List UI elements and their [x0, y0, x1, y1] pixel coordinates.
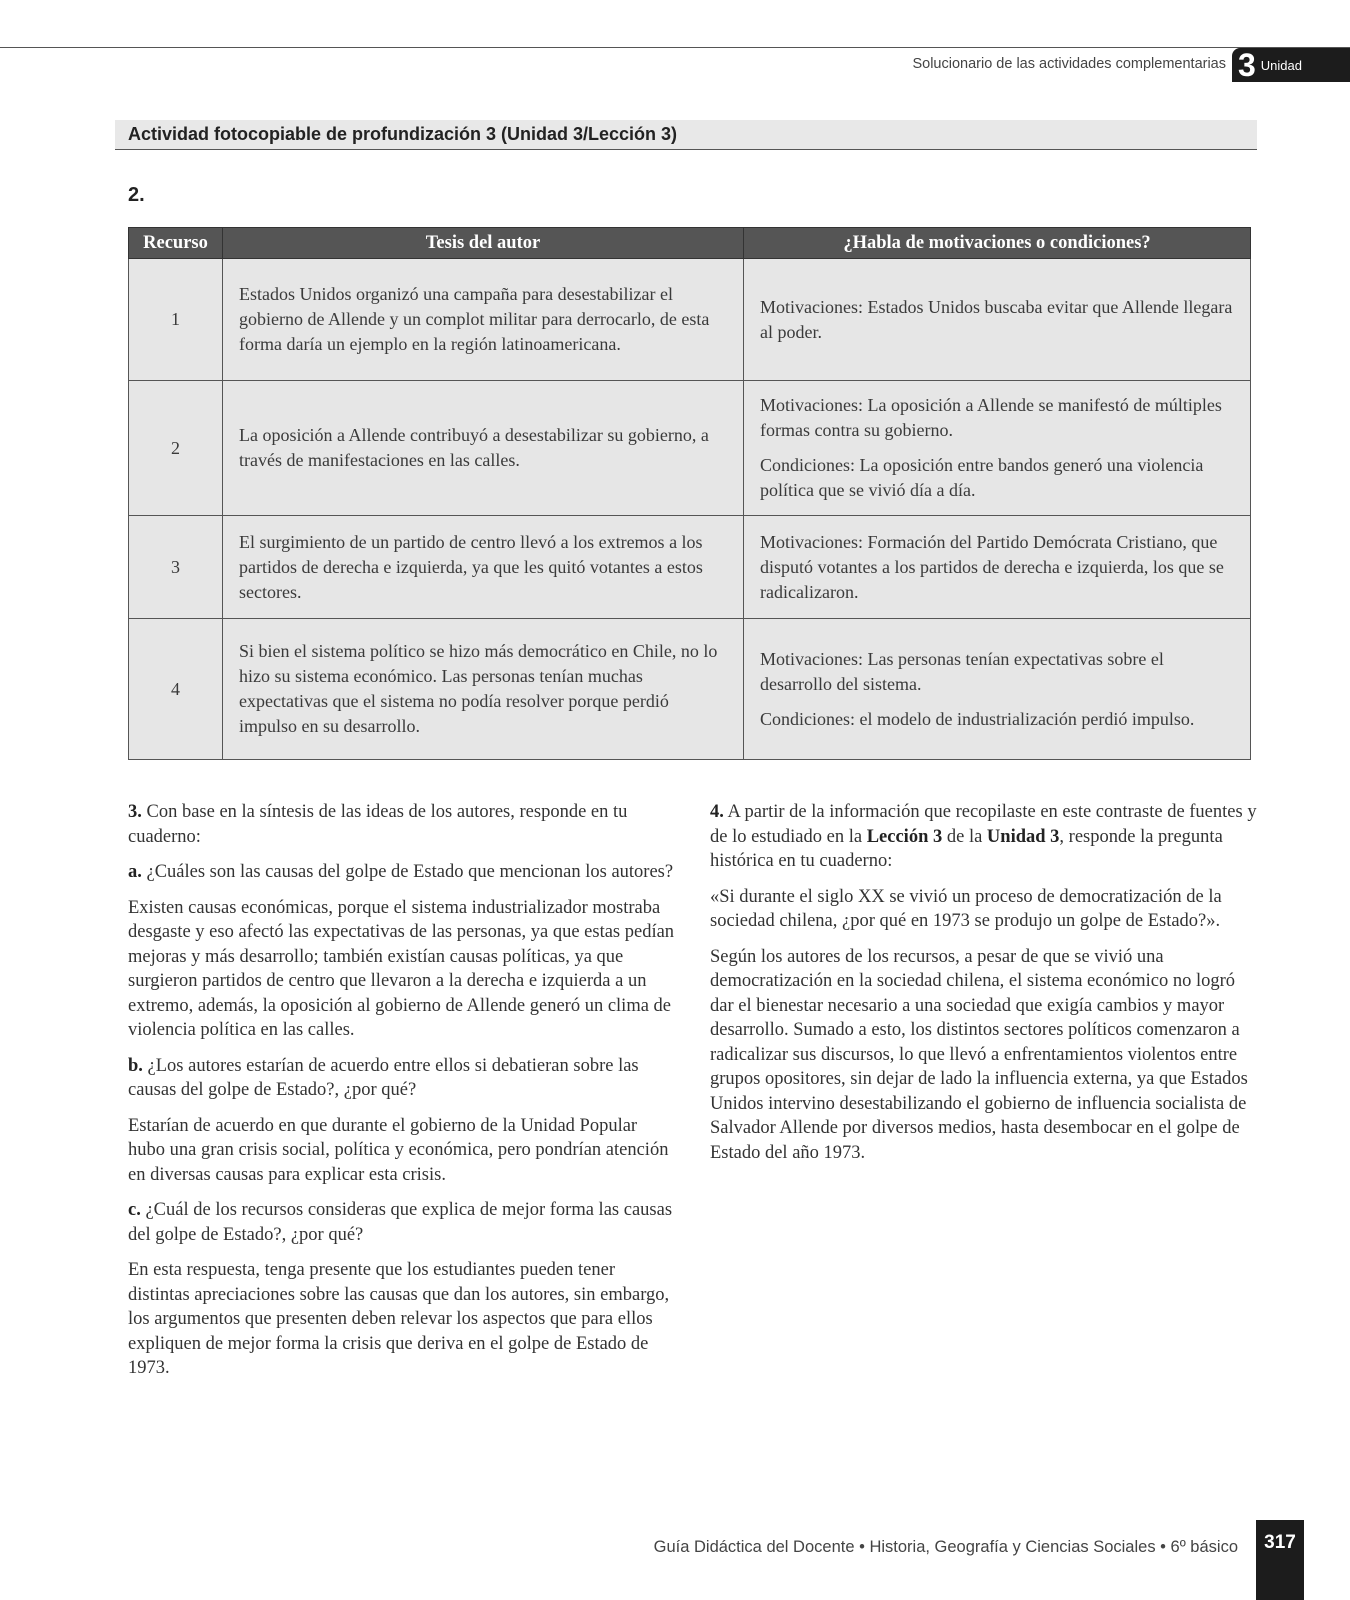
- motivacion-text: Motivaciones: Formación del Partido Demócrata Cristiano, que disputó votantes a los partidos de derecha e izquierda, los que se radicalizaron.: [760, 531, 1224, 602]
- motivacion-text: Motivaciones: La oposición a Allende se manifestó de múltiples formas contra su gobierno.: [760, 395, 1222, 440]
- activity-title: Actividad fotocopiable de profundización 3 (Unidad 3/Lección 3): [128, 124, 678, 144]
- recurso-number: 4: [129, 619, 223, 760]
- question-3-prompt-text: Con base en la síntesis de las ideas de los autores, responde en tu cuaderno:: [128, 802, 628, 847]
- table-header-row: [129, 228, 1251, 259]
- question-3c: [128, 1198, 678, 1247]
- question-3-prompt: [128, 800, 678, 849]
- motivacion-text: Motivaciones: Las personas tenían expectativas sobre el desarrollo del sistema.: [760, 648, 1164, 694]
- unit-label: Unidad: [1260, 57, 1302, 73]
- question-4-prompt: [710, 800, 1260, 874]
- header-recurso: Recurso: [129, 228, 223, 259]
- condicion-text: Condiciones: el modelo de industrialización perdió impulso.: [760, 708, 1195, 729]
- tesis-cell: El surgimiento de un partido de centro llevó a los extremos a los partidos de derecha e izquierda, ya que les quitó votantes a estos sectores.: [223, 516, 744, 619]
- question-3a-label: a.: [128, 862, 142, 882]
- unit-number: 3: [1238, 47, 1256, 83]
- header-tesis: Tesis del autor: [223, 228, 744, 259]
- question-3c-text: ¿Cuál de los recursos consideras que explica de mejor forma las causas del golpe de Estado?, ¿por qué?: [128, 1200, 673, 1245]
- question-4-prompt-text: A partir de la información que recopilaste en este contraste de fuentes y de lo estudiado en la: [710, 802, 1257, 847]
- question-4-column: [710, 800, 1260, 1176]
- activity-title-bar: [115, 120, 1257, 150]
- question-4-number: 4.: [710, 802, 724, 822]
- page-number: 317: [1256, 1520, 1304, 1600]
- question-3-number: 3.: [128, 802, 142, 822]
- historical-question: «Si durante el siglo XX se vivió un proceso de democratización de la sociedad chilena, ¿por qué en 1973 se produjo un golpe de Estado?».: [710, 886, 1222, 931]
- table-row: [129, 619, 1251, 760]
- header-rule: [0, 47, 1350, 48]
- question-3a-text: ¿Cuáles son las causas del golpe de Estado que mencionan los autores?: [141, 862, 674, 882]
- table-row: [129, 516, 1251, 619]
- motivaciones-cell: [744, 259, 1251, 381]
- motivacion-text: Motivaciones: Estados Unidos buscaba evitar que Allende llegara al poder.: [760, 296, 1233, 342]
- unit-badge: [1232, 48, 1350, 82]
- tesis-cell: La oposición a Allende contribuyó a desestabilizar su gobierno, a través de manifestaciones en las calles.: [223, 381, 744, 516]
- footer-guide-text: Guía Didáctica del Docente • Historia, Geografía y Ciencias Sociales • 6º básico: [653, 1538, 1238, 1556]
- leccion-ref: Lección 3: [866, 826, 943, 847]
- motivaciones-cell: [744, 619, 1251, 760]
- answer-3c: En esta respuesta, tenga presente que los estudiantes pueden tener distintas apreciaciones sobre las causas que dan los autores, sin embargo, los argumentos que presenten deben relevar los aspectos que para ellos expliquen de mejor forma la crisis que deriva en el golpe de Estado de 1973.: [128, 1260, 670, 1378]
- question-3a: [128, 860, 678, 885]
- recurso-number: 3: [129, 516, 223, 619]
- header-motivaciones: ¿Habla de motivaciones o condiciones?: [744, 228, 1251, 259]
- question-3b-label: b.: [128, 1055, 143, 1076]
- question-3c-label: c.: [128, 1200, 141, 1220]
- condicion-text: Condiciones: La oposición entre bandos generó una violencia política que se vivió día a día.: [760, 455, 1204, 500]
- answer-3a: Existen causas económicas, porque el sistema industrializador mostraba desgaste y eso afectó las expectativas de las personas, ya que estas pedían mejoras y más desarrollo; también existían causas políticas, ya que surgieron partidos de centro que llevaron a la derecha e izquierda a un extremo, además, la oposición al gobierno de Allende generó un clima de violencia política en las calles.: [128, 897, 675, 1040]
- answer-4: Según los autores de los recursos, a pesar de que se vivió una democratización en la sociedad chilena, el sistema económico no logró dar el bienestar necesario a una sociedad que exigía cambios y mayor desarrollo. Sumado a esto, los distintos sectores políticos comenzaron a radicalizar sus discursos, lo que llevó a enfrentamientos violentos entre grupos opositores, sin dejar de lado la influencia externa, ya que Estados Unidos intervino desestabilizando el gobierno de influencia socialista de Salvador Allende por diversos medios, hasta desembocar en el golpe de Estado del año 1973.: [710, 946, 1248, 1163]
- question-4-prompt-text: , responde la pregunta histórica en tu cuaderno:: [710, 826, 1223, 871]
- question-2-number: 2.: [128, 184, 145, 206]
- question-3b: [128, 1054, 678, 1103]
- motivaciones-cell: [744, 381, 1251, 516]
- recurso-number: 2: [129, 381, 223, 516]
- tesis-cell: Estados Unidos organizó una campaña para desestabilizar el gobierno de Allende y un complot militar para derrocarlo, de esta forma daría un ejemplo en la región latinoamericana.: [223, 259, 744, 381]
- answer-3b: Estarían de acuerdo en que durante el gobierno de la Unidad Popular hubo una gran crisis social, política y económica, pero pondrían atención en diversas causas para explicar esta crisis.: [128, 1115, 669, 1185]
- resources-table: [128, 227, 1251, 760]
- table-row: [129, 381, 1251, 516]
- question-4-prompt-text: de la: [942, 826, 987, 847]
- tesis-cell: Si bien el sistema político se hizo más democrático en Chile, no lo hizo su sistema económico. Las personas tenían muchas expectativas que el sistema no podía resolver porque perdió impulso en su desarrollo.: [223, 619, 744, 760]
- section-title: Solucionario de las actividades complementarias: [912, 56, 1226, 72]
- table-row: [129, 259, 1251, 381]
- question-3-column: [128, 800, 678, 1392]
- unidad-ref: Unidad 3: [986, 826, 1060, 847]
- question-3b-text: ¿Los autores estarían de acuerdo entre ellos si debatieran sobre las causas del golpe de Estado?, ¿por qué?: [128, 1055, 639, 1100]
- motivaciones-cell: [744, 516, 1251, 619]
- recurso-number: 1: [129, 259, 223, 381]
